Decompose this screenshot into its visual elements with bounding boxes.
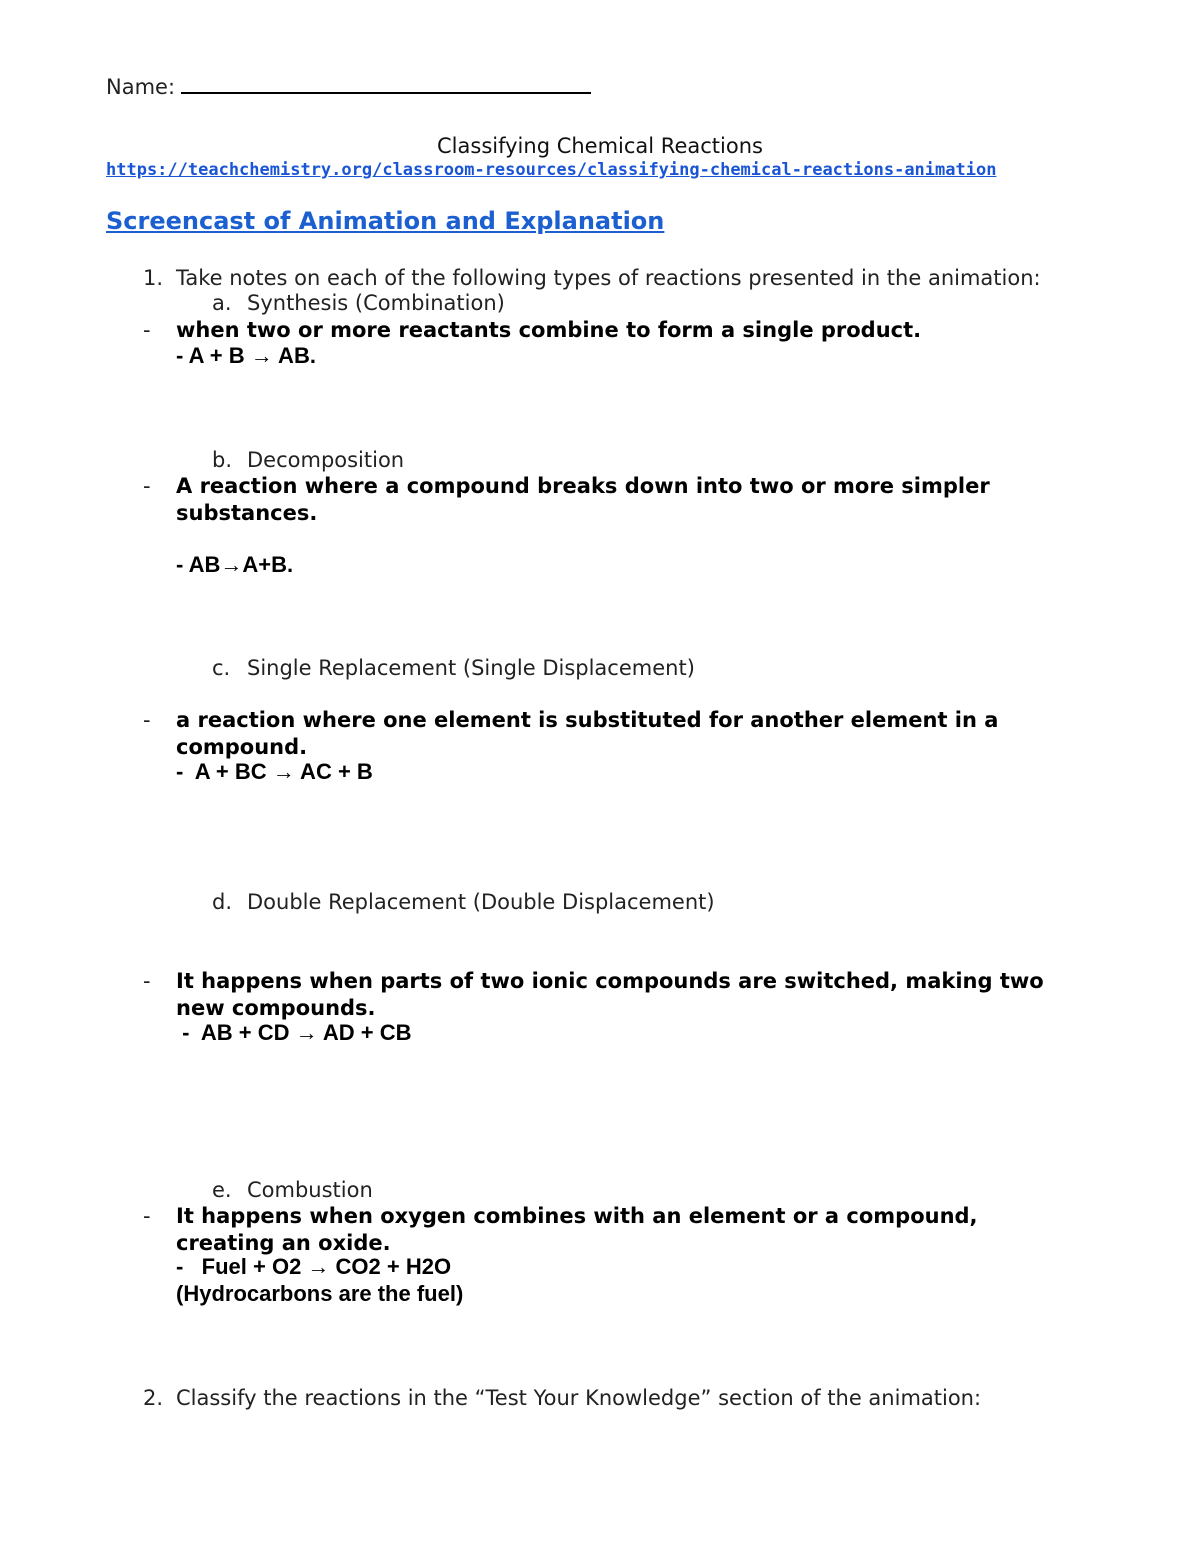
reaction-e-name: Combustion [247, 1178, 373, 1202]
answer-b-line-1: A reaction where a compound breaks down into two or more simpler [176, 474, 990, 498]
answer-e-line-2: creating an oxide. [176, 1231, 391, 1255]
source-link[interactable]: https://teachchemistry.org/classroom-resources/classifying-chemical-reactions-animation [106, 160, 997, 180]
equation-e: - Fuel + O2 → CO2 + H2O [176, 1254, 452, 1279]
question-1-text: Take notes on each of the following types of reactions presented in the animation: [176, 266, 1041, 290]
answer-d-line-1: It happens when parts of two ionic compounds are switched, making two [176, 969, 1044, 993]
answer-d-dash: - [143, 969, 151, 993]
question-2-number: 2. [143, 1386, 164, 1410]
question-2-text: Classify the reactions in the “Test Your Knowledge” section of the animation: [176, 1386, 982, 1410]
reaction-b-letter: b. [212, 448, 233, 472]
answer-c-line-1: a reaction where one element is substituted for another element in a [176, 708, 999, 732]
page-title: Classifying Chemical Reactions [437, 134, 763, 158]
reaction-d-name: Double Replacement (Double Displacement) [247, 890, 715, 914]
reaction-a-letter: a. [212, 291, 232, 315]
name-blank-line[interactable] [181, 72, 591, 94]
reaction-e-letter: e. [212, 1178, 232, 1202]
answer-a-dash: - [143, 318, 151, 342]
reaction-a-name: Synthesis (Combination) [247, 291, 505, 315]
name-field [106, 72, 591, 99]
section-heading[interactable]: Screencast of Animation and Explanation [106, 207, 665, 235]
name-label: Name: [106, 75, 176, 99]
equation-e-note: (Hydrocarbons are the fuel) [176, 1281, 464, 1306]
answer-d-line-2: new compounds. [176, 996, 376, 1020]
equation-a: - A + B → AB. [176, 343, 316, 368]
equation-b: - AB→A+B. [176, 552, 294, 577]
answer-b-dash: - [143, 474, 151, 498]
answer-c-line-2: compound. [176, 735, 308, 759]
answer-b-line-2: substances. [176, 501, 318, 525]
reaction-c-letter: c. [212, 656, 231, 680]
equation-d: - AB + CD → AD + CB [176, 1020, 412, 1045]
equation-c: - A + BC → AC + B [176, 759, 373, 784]
answer-e-line-1: It happens when oxygen combines with an element or a compound, [176, 1204, 978, 1228]
answer-c-dash: - [143, 708, 151, 732]
answer-a-line-1: when two or more reactants combine to form a single product. [176, 318, 922, 342]
question-1-number: 1. [143, 266, 164, 290]
answer-e-dash: - [143, 1204, 151, 1228]
reaction-d-letter: d. [212, 890, 233, 914]
reaction-c-name: Single Replacement (Single Displacement) [247, 656, 695, 680]
reaction-b-name: Decomposition [247, 448, 405, 472]
